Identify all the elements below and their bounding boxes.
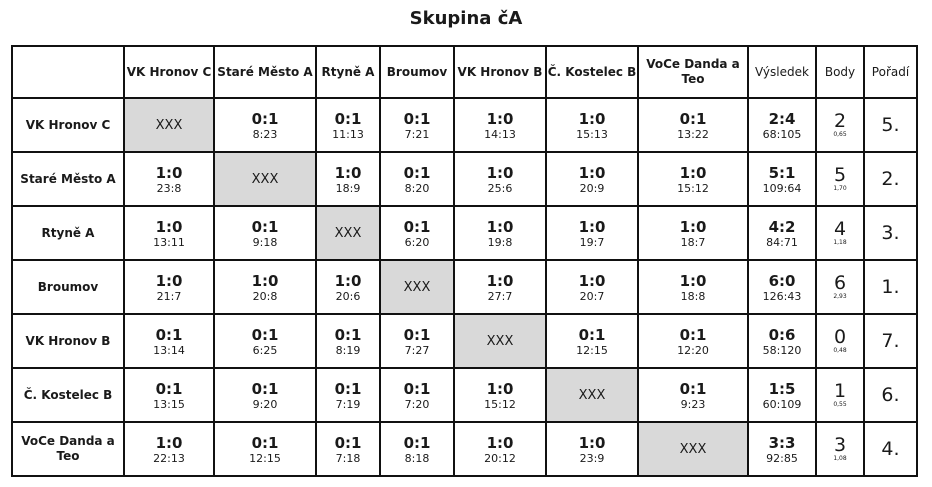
match-points: 12:15 [576, 343, 608, 357]
body-cell [816, 368, 864, 422]
match-cell [380, 98, 454, 152]
match-sets: 0:1 [403, 109, 431, 128]
column-header-team: VoCe Danda a Teo [638, 46, 748, 98]
match-points: 18:7 [680, 235, 706, 249]
result-points: 58:120 [762, 343, 802, 357]
row-team-name: VK Hronov C [12, 98, 124, 152]
match-cell [546, 98, 638, 152]
match-points: 7:20 [404, 397, 430, 411]
body-cell [816, 314, 864, 368]
row-team-name: Broumov [12, 260, 124, 314]
match-cell [124, 422, 214, 476]
match-points: 15:12 [484, 397, 516, 411]
match-sets: 0:1 [251, 379, 279, 398]
match-sets: 0:1 [679, 379, 707, 398]
row-team-name: VoCe Danda a Teo [12, 422, 124, 476]
body-ratio: 0,65 [833, 131, 847, 138]
result-sets: 0:6 [768, 325, 796, 344]
match-cell [638, 98, 748, 152]
match-cell [124, 314, 214, 368]
match-sets: 1:0 [486, 163, 514, 182]
match-points: 19:7 [579, 235, 605, 249]
column-header-points: Body [816, 46, 864, 98]
match-cell [638, 314, 748, 368]
match-sets: 1:0 [578, 271, 606, 290]
table-row [12, 152, 917, 206]
match-cell [214, 368, 316, 422]
body-cell [816, 152, 864, 206]
result-sets: 6:0 [768, 271, 796, 290]
match-points: 27:7 [487, 289, 513, 303]
match-sets: 1:0 [251, 271, 279, 290]
result-cell [748, 98, 816, 152]
self-match-cell: XXX [380, 260, 454, 314]
match-sets: 0:1 [403, 217, 431, 236]
match-points: 9:18 [252, 235, 278, 249]
match-points: 8:20 [404, 181, 430, 195]
match-sets: 0:1 [251, 217, 279, 236]
match-sets: 0:1 [155, 379, 183, 398]
match-cell [454, 152, 546, 206]
page-title: Skupina čA [409, 8, 523, 29]
match-cell [454, 422, 546, 476]
match-points: 20:6 [335, 289, 361, 303]
match-cell [316, 368, 380, 422]
match-points: 9:23 [680, 397, 706, 411]
match-cell [214, 206, 316, 260]
match-sets: 1:0 [155, 163, 183, 182]
match-points: 13:11 [153, 235, 185, 249]
self-match-cell: XXX [638, 422, 748, 476]
match-points: 8:23 [252, 127, 278, 141]
match-cell [454, 206, 546, 260]
result-cell [748, 368, 816, 422]
match-points: 15:13 [576, 127, 608, 141]
standings-table [11, 45, 918, 477]
match-sets: 1:0 [334, 271, 362, 290]
match-cell [316, 98, 380, 152]
match-points: 12:20 [677, 343, 709, 357]
match-sets: 0:1 [251, 325, 279, 344]
match-cell [316, 422, 380, 476]
match-cell [214, 260, 316, 314]
body-ratio: 1,08 [833, 455, 847, 462]
rank-cell: 6. [864, 368, 917, 422]
body-value: 5 [833, 164, 847, 186]
result-cell [748, 206, 816, 260]
rank-cell: 2. [864, 152, 917, 206]
match-cell [380, 314, 454, 368]
match-points: 13:14 [153, 343, 185, 357]
match-sets: 0:1 [403, 433, 431, 452]
match-sets: 1:0 [486, 217, 514, 236]
row-team-name: Rtyně A [12, 206, 124, 260]
match-sets: 0:1 [403, 379, 431, 398]
match-cell [316, 314, 380, 368]
match-points: 8:19 [335, 343, 361, 357]
body-value: 2 [833, 110, 847, 132]
table-row [12, 314, 917, 368]
match-cell [454, 260, 546, 314]
result-points: 84:71 [766, 235, 798, 249]
match-points: 15:12 [677, 181, 709, 195]
column-header-team: Staré Město A [214, 46, 316, 98]
match-sets: 1:0 [334, 163, 362, 182]
match-sets: 0:1 [578, 325, 606, 344]
body-value: 6 [833, 272, 847, 294]
result-points: 60:109 [762, 397, 802, 411]
match-cell [316, 260, 380, 314]
match-sets: 0:1 [251, 433, 279, 452]
result-cell [748, 422, 816, 476]
column-header-team: Broumov [380, 46, 454, 98]
match-sets: 1:0 [679, 163, 707, 182]
match-points: 6:25 [252, 343, 278, 357]
match-cell [546, 260, 638, 314]
match-points: 11:13 [332, 127, 364, 141]
match-cell [380, 152, 454, 206]
body-ratio: 2,93 [833, 293, 847, 300]
body-ratio: 0,48 [833, 347, 847, 354]
body-cell [816, 98, 864, 152]
match-sets: 1:0 [578, 163, 606, 182]
match-cell [638, 206, 748, 260]
column-header-team: Č. Kostelec B [546, 46, 638, 98]
body-cell [816, 260, 864, 314]
match-sets: 1:0 [486, 379, 514, 398]
match-points: 23:8 [156, 181, 182, 195]
self-match-cell: XXX [124, 98, 214, 152]
match-cell [454, 98, 546, 152]
match-cell [124, 152, 214, 206]
self-match-cell: XXX [454, 314, 546, 368]
match-cell [638, 260, 748, 314]
rank-cell: 4. [864, 422, 917, 476]
result-cell [748, 152, 816, 206]
match-points: 7:18 [335, 451, 361, 465]
match-cell [546, 314, 638, 368]
match-sets: 0:1 [334, 379, 362, 398]
match-cell [214, 422, 316, 476]
match-points: 7:19 [335, 397, 361, 411]
match-sets: 0:1 [679, 109, 707, 128]
match-sets: 1:0 [486, 271, 514, 290]
column-header-result: Výsledek [748, 46, 816, 98]
match-points: 20:8 [252, 289, 278, 303]
result-points: 68:105 [762, 127, 802, 141]
self-match-cell: XXX [316, 206, 380, 260]
match-cell [214, 314, 316, 368]
body-ratio: 1,18 [833, 239, 847, 246]
match-cell [124, 260, 214, 314]
match-cell [546, 152, 638, 206]
result-points: 92:85 [766, 451, 798, 465]
match-sets: 0:1 [155, 325, 183, 344]
self-match-cell: XXX [214, 152, 316, 206]
table-row [12, 368, 917, 422]
match-sets: 0:1 [334, 109, 362, 128]
self-match-cell: XXX [546, 368, 638, 422]
match-cell [546, 206, 638, 260]
match-sets: 0:1 [334, 433, 362, 452]
table-row [12, 422, 917, 476]
match-points: 21:7 [156, 289, 182, 303]
match-sets: 1:0 [578, 433, 606, 452]
result-sets: 3:3 [768, 433, 796, 452]
match-sets: 0:1 [334, 325, 362, 344]
match-sets: 1:0 [155, 433, 183, 452]
result-cell [748, 314, 816, 368]
table-row [12, 98, 917, 152]
match-sets: 1:0 [679, 271, 707, 290]
match-sets: 0:1 [403, 163, 431, 182]
match-cell [214, 98, 316, 152]
match-points: 13:15 [153, 397, 185, 411]
result-sets: 4:2 [768, 217, 796, 236]
table-row [12, 206, 917, 260]
result-points: 126:43 [762, 289, 802, 303]
body-value: 3 [833, 434, 847, 456]
result-sets: 1:5 [768, 379, 796, 398]
match-points: 12:15 [249, 451, 281, 465]
match-points: 14:13 [484, 127, 516, 141]
column-header-team: VK Hronov B [454, 46, 546, 98]
column-header-team: Rtyně A [316, 46, 380, 98]
body-ratio: 1,70 [833, 185, 847, 192]
result-cell [748, 260, 816, 314]
match-points: 19:8 [487, 235, 513, 249]
result-points: 109:64 [762, 181, 802, 195]
match-cell [124, 206, 214, 260]
match-sets: 1:0 [155, 217, 183, 236]
match-cell [454, 368, 546, 422]
match-cell [380, 368, 454, 422]
match-points: 9:20 [252, 397, 278, 411]
match-sets: 1:0 [679, 217, 707, 236]
match-points: 20:7 [579, 289, 605, 303]
match-cell [638, 368, 748, 422]
match-points: 23:9 [579, 451, 605, 465]
match-points: 20:12 [484, 451, 516, 465]
match-sets: 1:0 [578, 217, 606, 236]
body-value: 0 [833, 326, 847, 348]
match-sets: 1:0 [578, 109, 606, 128]
result-sets: 2:4 [768, 109, 796, 128]
header-row [12, 46, 917, 98]
body-value: 4 [833, 218, 847, 240]
match-points: 7:21 [404, 127, 430, 141]
column-header-rank: Pořadí [864, 46, 917, 98]
match-points: 20:9 [579, 181, 605, 195]
rank-cell: 5. [864, 98, 917, 152]
column-header-team: VK Hronov C [124, 46, 214, 98]
match-cell [124, 368, 214, 422]
match-sets: 1:0 [155, 271, 183, 290]
match-points: 6:20 [404, 235, 430, 249]
row-team-name: VK Hronov B [12, 314, 124, 368]
match-sets: 0:1 [679, 325, 707, 344]
row-team-name: Staré Město A [12, 152, 124, 206]
match-points: 13:22 [677, 127, 709, 141]
match-sets: 1:0 [486, 433, 514, 452]
result-sets: 5:1 [768, 163, 796, 182]
match-cell [380, 206, 454, 260]
match-sets: 0:1 [403, 325, 431, 344]
match-points: 18:9 [335, 181, 361, 195]
rank-cell: 3. [864, 206, 917, 260]
match-points: 7:27 [404, 343, 430, 357]
body-ratio: 0,55 [833, 401, 847, 408]
match-sets: 1:0 [486, 109, 514, 128]
match-cell [316, 152, 380, 206]
corner-cell [12, 46, 124, 98]
match-points: 22:13 [153, 451, 185, 465]
match-cell [380, 422, 454, 476]
table-row [12, 260, 917, 314]
match-cell [546, 422, 638, 476]
match-points: 25:6 [487, 181, 513, 195]
body-cell [816, 422, 864, 476]
rank-cell: 1. [864, 260, 917, 314]
match-sets: 0:1 [251, 109, 279, 128]
rank-cell: 7. [864, 314, 917, 368]
row-team-name: Č. Kostelec B [12, 368, 124, 422]
body-value: 1 [833, 380, 847, 402]
body-cell [816, 206, 864, 260]
match-points: 8:18 [404, 451, 430, 465]
match-points: 18:8 [680, 289, 706, 303]
match-cell [638, 152, 748, 206]
